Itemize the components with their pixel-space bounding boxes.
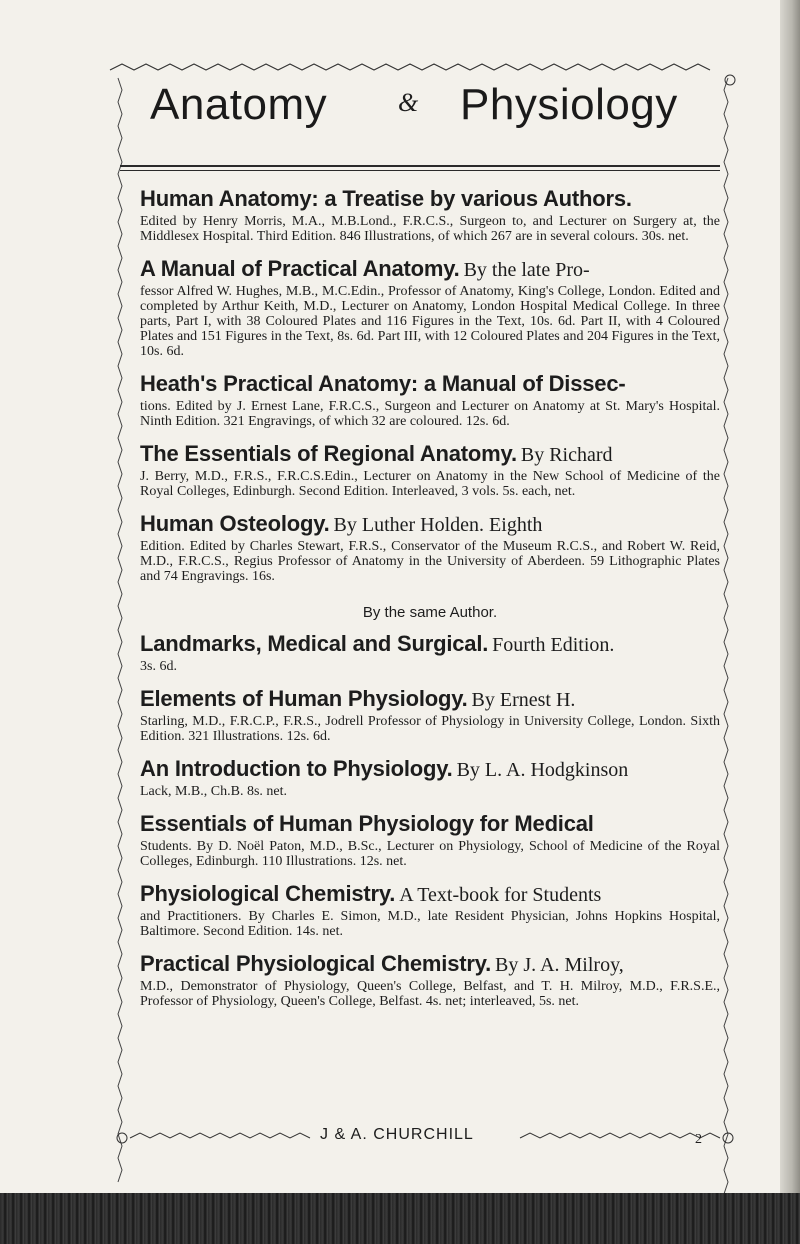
catalogue-entry: [140, 513, 720, 584]
entry-description: fessor Alfred W. Hughes, M.B., M.C.Edin., Professor of Anatomy, King's College, London. Edited and completed by Arthur Keith, M.D., Lecturer on Anatomy, London Hospital Medical College. In three parts, Part I, with 38 Coloured Plates and 116 Figures in the Text, 10s. 6d. Part II, with 4 Coloured Plates and 151 Figures in the Text, 8s. 6d. Part III, with 12 Coloured Plates and 204 Figures in the Text, 10s. 6d.: [140, 284, 720, 359]
entry-author: Fourth Edition.: [492, 634, 615, 656]
entry-title: Landmarks, Medical and Surgical.: [140, 631, 489, 656]
entry-title: Heath's Practical Anatomy: a Manual of Dissec-: [140, 371, 626, 396]
entry-description: M.D., Demonstrator of Physiology, Queen's College, Belfast, and T. H. Milroy, M.D., F.R.S.E., Professor of Physiology, Queen's College, Belfast. 4s. net; interleaved, 5s. net.: [140, 979, 720, 1009]
entry-description: Edition. Edited by Charles Stewart, F.R.S., Conservator of the Museum R.C.S., and Robert W. Reid, M.D., F.R.C.S., Regius Professor of Anatomy in the University of Aberdeen. 59 Lithographic Plates and 74 Engravings. 16s.: [140, 539, 720, 584]
entry-description: Lack, M.B., Ch.B. 8s. net.: [140, 784, 287, 799]
entry-title: Practical Physiological Chemistry.: [140, 951, 492, 976]
entry-description: and Practitioners. By Charles E. Simon, M.D., late Resident Physician, Johns Hopkins Hospital, Baltimore. Second Edition. 14s. net.: [140, 909, 720, 939]
catalogue-entry: [140, 883, 720, 939]
entry-title: Human Osteology.: [140, 511, 330, 536]
header-anatomy: Anatomy: [150, 80, 328, 129]
entry-author: By Ernest H.: [471, 689, 576, 711]
entry-description: 3s. 6d.: [140, 659, 177, 674]
catalogue-entry: [140, 758, 720, 799]
entry-title: The Essentials of Regional Anatomy.: [140, 441, 517, 466]
header-ampersand: &: [398, 88, 419, 117]
entry-title: Physiological Chemistry.: [140, 881, 396, 906]
entry-description: Students. By D. Noël Paton, M.D., B.Sc., Lecturer on Physiology, School of Medicine of the Royal Colleges, Edinburgh. 110 Illustrations. 12s. net.: [140, 839, 720, 869]
catalogue-entry: [140, 188, 720, 244]
by-same-author-heading: By the same Author.: [362, 604, 498, 621]
entry-author: By L. A. Hodgkinson: [456, 759, 629, 781]
entry-author: By the late Pro-: [463, 259, 590, 281]
entry-title: Essentials of Human Physiology for Medical: [140, 811, 594, 836]
catalogue-entry: [140, 633, 720, 674]
entry-title: An Introduction to Physiology.: [140, 756, 453, 781]
header-rule-thin: [120, 170, 720, 171]
header-rule: [120, 165, 720, 167]
book-spine-edge: [780, 0, 800, 1244]
entry-description: J. Berry, M.D., F.R.S., F.R.C.S.Edin., Lecturer on Anatomy in the New School of Medicine of the Royal Colleges, Edinburgh. Second Edition. Interleaved, 3 vols. 5s. each, net.: [140, 469, 720, 499]
entry-author: By Richard: [520, 444, 613, 466]
header-physiology: Physiology: [460, 80, 678, 129]
entry-author: By J. A. Milroy,: [495, 954, 624, 976]
entry-description: Starling, M.D., F.R.C.P., F.R.S., Jodrell Professor of Physiology in University College, London. Sixth Edition. 321 Illustrations. 12s. 6d.: [140, 714, 720, 744]
catalogue-entry: [140, 373, 720, 429]
entry-title: Human Anatomy: a Treatise by various Authors.: [140, 186, 632, 211]
page-header: [150, 80, 710, 150]
entry-description: Edited by Henry Morris, M.A., M.B.Lond., F.R.C.S., Surgeon to, and Lecturer on Surgery at, the Middlesex Hospital. Third Edition. 846 Illustrations, of which 267 are in several colours. 30s. net.: [140, 214, 720, 244]
entry-title: A Manual of Practical Anatomy.: [140, 256, 460, 281]
catalogue-entry: [140, 813, 720, 869]
entry-description: tions. Edited by J. Ernest Lane, F.R.C.S., Surgeon and Lecturer on Anatomy at St. Mary's Hospital. Ninth Edition. 321 Engravings, of which 32 are coloured. 12s. 6d.: [140, 399, 720, 429]
catalogue-entries: [140, 188, 720, 1023]
catalogue-entry: [140, 688, 720, 744]
entry-author: A Text-book for Students: [399, 884, 602, 906]
entry-title: Elements of Human Physiology.: [140, 686, 468, 711]
scan-edge-bar: [0, 1193, 800, 1244]
catalogue-entry: [140, 953, 720, 1009]
page-number: 2: [695, 1132, 702, 1147]
catalogue-entry: [140, 443, 720, 499]
entry-author: By Luther Holden. Eighth: [333, 514, 543, 536]
catalogue-entry: [140, 258, 720, 359]
publisher-name: J & A. CHURCHILL: [320, 1126, 474, 1143]
